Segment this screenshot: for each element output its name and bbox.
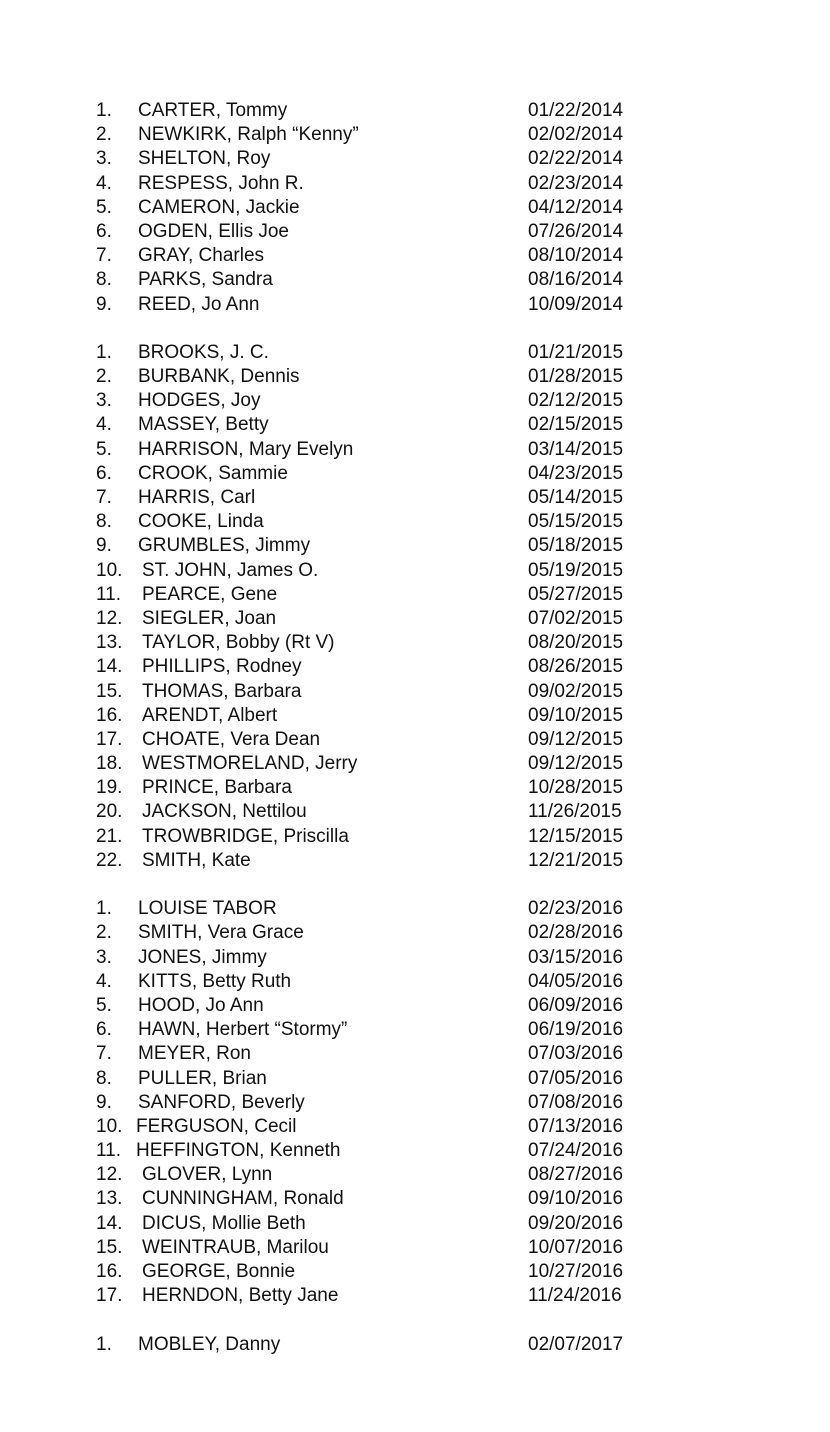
entry-name: WEINTRAUB, Marilou — [142, 1236, 329, 1258]
list-item — [0, 534, 830, 558]
entry-name: HEFFINGTON, Kenneth — [136, 1140, 341, 1162]
entry-date: 12/15/2015 — [528, 825, 624, 847]
list-item — [0, 1067, 830, 1091]
entry-number: 15. — [96, 1236, 123, 1258]
entry-name: TROWBRIDGE, Priscilla — [142, 825, 349, 847]
entry-date: 09/12/2015 — [528, 728, 624, 750]
entry-date: 05/15/2015 — [528, 511, 624, 533]
list-item — [0, 365, 830, 389]
entry-name: CROOK, Sammie — [138, 462, 288, 484]
entry-number: 8. — [96, 1067, 112, 1089]
list-item — [0, 196, 830, 220]
entry-number: 12. — [96, 1164, 123, 1186]
entry-name: OGDEN, Ellis Joe — [138, 220, 289, 242]
entry-number: 9. — [96, 1091, 112, 1113]
entry-name: GRUMBLES, Jimmy — [138, 535, 311, 557]
entry-date: 04/05/2016 — [528, 970, 624, 992]
entry-date: 09/12/2015 — [528, 753, 624, 775]
entry-number: 8. — [96, 511, 112, 533]
memorial-list — [0, 99, 830, 1357]
entry-number: 6. — [96, 220, 112, 242]
entry-date: 02/23/2014 — [528, 172, 624, 194]
list-item — [0, 583, 830, 607]
list-item — [0, 849, 830, 873]
entry-number: 14. — [96, 656, 123, 678]
entry-date: 01/21/2015 — [528, 341, 624, 363]
year-group — [0, 341, 830, 873]
entry-name: ST. JOHN, James O. — [142, 559, 319, 581]
entry-name: PEARCE, Gene — [142, 583, 278, 605]
entry-number: 17. — [96, 1285, 123, 1307]
list-item — [0, 1236, 830, 1260]
entry-name: MASSEY, Betty — [138, 414, 269, 436]
list-item — [0, 752, 830, 776]
entry-name: HODGES, Joy — [138, 390, 261, 412]
entry-name: JACKSON, Nettilou — [142, 801, 307, 823]
list-item — [0, 1042, 830, 1066]
entry-date: 05/14/2015 — [528, 487, 624, 508]
entry-number: 21. — [96, 825, 123, 847]
entry-date: 10/27/2016 — [528, 1261, 624, 1282]
list-item — [0, 268, 830, 292]
entry-number: 9. — [96, 293, 112, 315]
list-item — [0, 462, 830, 486]
list-item — [0, 607, 830, 631]
entry-date: 01/22/2014 — [528, 100, 624, 121]
entry-date: 01/28/2015 — [528, 366, 624, 388]
entry-date: 07/13/2016 — [528, 1115, 624, 1137]
list-item — [0, 994, 830, 1018]
entry-name: HOOD, Jo Ann — [138, 994, 264, 1016]
list-item — [0, 244, 830, 268]
entry-name: NEWKIRK, Ralph “Kenny” — [138, 124, 359, 146]
entry-number: 9. — [96, 535, 112, 557]
entry-number: 1. — [96, 100, 112, 121]
entry-name: CARTER, Tommy — [138, 100, 288, 121]
entry-date: 05/27/2015 — [528, 583, 624, 605]
entry-name: SHELTON, Roy — [138, 148, 271, 170]
entry-number: 7. — [96, 1043, 112, 1065]
list-item — [0, 921, 830, 945]
entry-number: 13. — [96, 632, 123, 654]
entry-number: 4. — [96, 172, 112, 194]
entry-name: CUNNINGHAM, Ronald — [142, 1188, 344, 1210]
entry-date: 02/22/2014 — [528, 148, 624, 170]
list-item — [0, 220, 830, 244]
entry-name: ARENDT, Albert — [142, 704, 278, 726]
list-item — [0, 341, 830, 365]
entry-date: 06/09/2016 — [528, 994, 624, 1016]
entry-date: 03/15/2016 — [528, 946, 624, 968]
list-item — [0, 800, 830, 824]
entry-name: SMITH, Kate — [142, 849, 251, 871]
entry-number: 6. — [96, 462, 112, 484]
entry-name: BURBANK, Dennis — [138, 366, 300, 388]
year-group — [0, 1333, 830, 1357]
entry-name: RESPESS, John R. — [138, 172, 304, 194]
entry-number: 16. — [96, 704, 123, 726]
entry-number: 11. — [96, 583, 122, 605]
entry-date: 07/05/2016 — [528, 1067, 624, 1089]
entry-name: REED, Jo Ann — [138, 293, 260, 315]
entry-name: MEYER, Ron — [138, 1043, 251, 1065]
entry-number: 11. — [96, 1140, 122, 1162]
entry-date: 07/26/2014 — [528, 220, 624, 242]
entry-name: COOKE, Linda — [138, 511, 264, 533]
entry-number: 22. — [96, 849, 123, 871]
list-item — [0, 1260, 830, 1284]
entry-number: 5. — [96, 438, 112, 460]
list-item — [0, 123, 830, 147]
list-item — [0, 172, 830, 196]
entry-name: CHOATE, Vera Dean — [142, 728, 321, 750]
entry-name: HARRIS, Carl — [138, 487, 256, 508]
entry-date: 07/08/2016 — [528, 1091, 624, 1113]
list-item — [0, 99, 830, 123]
list-item — [0, 1187, 830, 1211]
entry-number: 3. — [96, 390, 112, 412]
entry-name: PARKS, Sandra — [138, 269, 273, 291]
entry-name: THOMAS, Barbara — [142, 680, 302, 702]
entry-name: SANFORD, Beverly — [138, 1091, 305, 1113]
entry-number: 5. — [96, 196, 112, 218]
entry-number: 1. — [96, 341, 112, 363]
entry-date: 06/19/2016 — [528, 1019, 624, 1041]
list-item — [0, 1115, 830, 1139]
entry-date: 10/28/2015 — [528, 777, 624, 799]
entry-date: 08/20/2015 — [528, 632, 624, 654]
entry-number: 10. — [96, 1115, 123, 1137]
entry-date: 11/24/2016 — [528, 1285, 622, 1307]
entry-date: 04/23/2015 — [528, 462, 624, 484]
list-item — [0, 389, 830, 413]
entry-date: 08/16/2014 — [528, 269, 624, 291]
entry-number: 7. — [96, 487, 112, 508]
entry-name: PULLER, Brian — [138, 1067, 267, 1089]
list-item — [0, 1212, 830, 1236]
entry-number: 14. — [96, 1212, 123, 1234]
entry-date: 02/15/2015 — [528, 414, 624, 436]
entry-date: 09/10/2016 — [528, 1188, 624, 1210]
entry-name: CAMERON, Jackie — [138, 196, 300, 218]
entry-date: 09/02/2015 — [528, 680, 624, 702]
entry-date: 02/23/2016 — [528, 898, 624, 920]
entry-date: 03/14/2015 — [528, 438, 624, 460]
list-item — [0, 825, 830, 849]
list-item — [0, 655, 830, 679]
entry-name: HAWN, Herbert “Stormy” — [138, 1019, 348, 1041]
entry-number: 3. — [96, 148, 112, 170]
entry-date: 02/28/2016 — [528, 922, 624, 944]
list-item — [0, 486, 830, 510]
entry-date: 02/07/2017 — [528, 1333, 624, 1355]
entry-date: 07/02/2015 — [528, 607, 624, 629]
list-item — [0, 1018, 830, 1042]
entry-name: GLOVER, Lynn — [142, 1164, 273, 1186]
entry-number: 12. — [96, 607, 123, 629]
entry-number: 7. — [96, 245, 112, 267]
entry-date: 08/26/2015 — [528, 656, 624, 678]
entry-name: DICUS, Mollie Beth — [142, 1212, 306, 1234]
entry-number: 18. — [96, 753, 123, 775]
entry-name: SIEGLER, Joan — [142, 607, 277, 629]
list-item — [0, 776, 830, 800]
entry-number: 17. — [96, 728, 123, 750]
entry-number: 1. — [96, 898, 112, 920]
entry-name: PRINCE, Barbara — [142, 777, 292, 799]
entry-name: JONES, Jimmy — [138, 946, 267, 968]
list-item — [0, 1139, 830, 1163]
entry-date: 08/10/2014 — [528, 245, 624, 267]
list-item — [0, 147, 830, 171]
list-item — [0, 1091, 830, 1115]
entry-number: 3. — [96, 946, 112, 968]
entry-number: 4. — [96, 970, 112, 992]
list-item — [0, 293, 830, 317]
entry-number: 13. — [96, 1188, 123, 1210]
entry-name: HARRISON, Mary Evelyn — [138, 438, 354, 460]
entry-number: 10. — [96, 559, 123, 581]
list-item — [0, 438, 830, 462]
list-item — [0, 680, 830, 704]
entry-date: 10/07/2016 — [528, 1236, 624, 1258]
entry-name: MOBLEY, Danny — [138, 1333, 281, 1355]
entry-name: HERNDON, Betty Jane — [142, 1285, 339, 1307]
list-item — [0, 559, 830, 583]
entry-date: 04/12/2014 — [528, 196, 624, 218]
list-item — [0, 1163, 830, 1187]
entry-number: 2. — [96, 366, 112, 388]
entry-name: BROOKS, J. C. — [138, 341, 269, 363]
list-item — [0, 413, 830, 437]
entry-number: 19. — [96, 777, 123, 799]
entry-number: 6. — [96, 1019, 112, 1041]
entry-name: KITTS, Betty Ruth — [138, 970, 292, 992]
list-item — [0, 704, 830, 728]
entry-name: WESTMORELAND, Jerry — [142, 753, 358, 775]
entry-date: 12/21/2015 — [528, 849, 624, 871]
entry-name: SMITH, Vera Grace — [138, 922, 304, 944]
entry-number: 5. — [96, 994, 112, 1016]
year-group — [0, 897, 830, 1308]
list-item — [0, 510, 830, 534]
entry-date: 09/10/2015 — [528, 704, 624, 726]
entry-date: 09/20/2016 — [528, 1212, 624, 1234]
list-item — [0, 946, 830, 970]
entry-name: TAYLOR, Bobby (Rt V) — [142, 632, 335, 654]
entry-date: 02/02/2014 — [528, 124, 624, 146]
list-item — [0, 1333, 830, 1357]
entry-name: PHILLIPS, Rodney — [142, 656, 302, 678]
entry-name: GEORGE, Bonnie — [142, 1261, 296, 1282]
year-group — [0, 99, 830, 317]
entry-date: 07/24/2016 — [528, 1140, 624, 1162]
list-item — [0, 897, 830, 921]
entry-date: 08/27/2016 — [528, 1164, 624, 1186]
entry-name: FERGUSON, Cecil — [136, 1115, 297, 1137]
entry-number: 16. — [96, 1261, 123, 1282]
entry-date: 05/18/2015 — [528, 535, 624, 557]
entry-number: 8. — [96, 269, 112, 291]
entry-name: LOUISE TABOR — [138, 898, 277, 920]
list-item — [0, 631, 830, 655]
entry-number: 4. — [96, 414, 112, 436]
entry-date: 11/26/2015 — [528, 801, 622, 823]
entry-number: 2. — [96, 124, 112, 146]
entry-name: GRAY, Charles — [138, 245, 265, 267]
entry-number: 15. — [96, 680, 123, 702]
entry-number: 2. — [96, 922, 112, 944]
entry-date: 07/03/2016 — [528, 1043, 624, 1065]
entry-number: 20. — [96, 801, 123, 823]
entry-date: 05/19/2015 — [528, 559, 624, 581]
entry-date: 02/12/2015 — [528, 390, 624, 412]
list-item — [0, 1284, 830, 1308]
entry-date: 10/09/2014 — [528, 293, 624, 315]
list-item — [0, 970, 830, 994]
list-item — [0, 728, 830, 752]
entry-number: 1. — [96, 1333, 112, 1355]
